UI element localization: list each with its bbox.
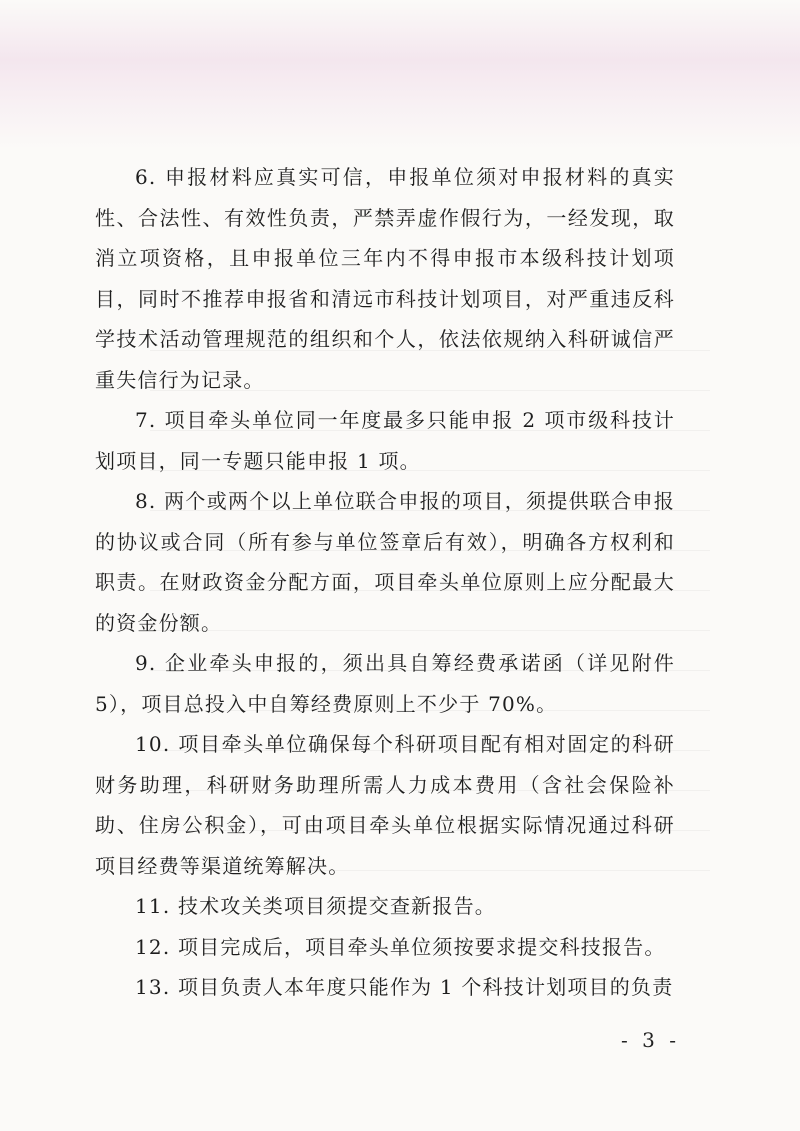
paragraph-item-9: 9. 企业牵头申报的，须出具自筹经费承诺函（详见附件 5），项目总投入中自筹经费原则上不少于 70%。 — [95, 651, 675, 716]
paragraph-item-13: 13. 项目负责人本年度只能作为 1 个科技计划项目的负责 — [135, 975, 674, 999]
paragraph-item-12: 12. 项目完成后，项目牵头单位须按要求提交科技报告。 — [135, 934, 666, 959]
page-number: - 3 - — [621, 1028, 680, 1052]
paragraph-item-10: 10. 项目牵头单位确保每个科研项目配有相对固定的科研财务助理，科研财务助理所需人力成本费用（含社会保险补助、住房公积金），可由项目牵头单位根据实际情况通过科研项目经费等渠道统筹解决。 — [95, 732, 675, 878]
paragraph-item-11: 11. 技术攻关类项目须提交查新报告。 — [135, 894, 496, 918]
paragraph-item-7: 7. 项目牵头单位同一年度最多只能申报 2 项市级科技计划项目，同一专题只能申报 1 项。 — [95, 408, 675, 473]
paragraph-item-8: 8. 两个或两个以上单位联合申报的项目，须提供联合申报的协议或合同（所有参与单位签章后有效），明确各方权利和职责。在财政资金分配方面，项目牵头单位原则上应分配最大的资金份额。 — [95, 489, 675, 635]
scan-tint — [0, 0, 800, 150]
body-text — [95, 157, 675, 1008]
paragraph-item-6: 6. 申报材料应真实可信，申报单位须对申报材料的真实性、合法性、有效性负责，严禁弄虚作假行为，一经发现，取消立项资格，且申报单位三年内不得申报市本级科技计划项目，同时不推荐申报省和清远市科技计划项目，对严重违反科学技术活动管理规范的组织和个人，依法依规纳入科研诚信严重失信行为记录。 — [95, 165, 675, 392]
